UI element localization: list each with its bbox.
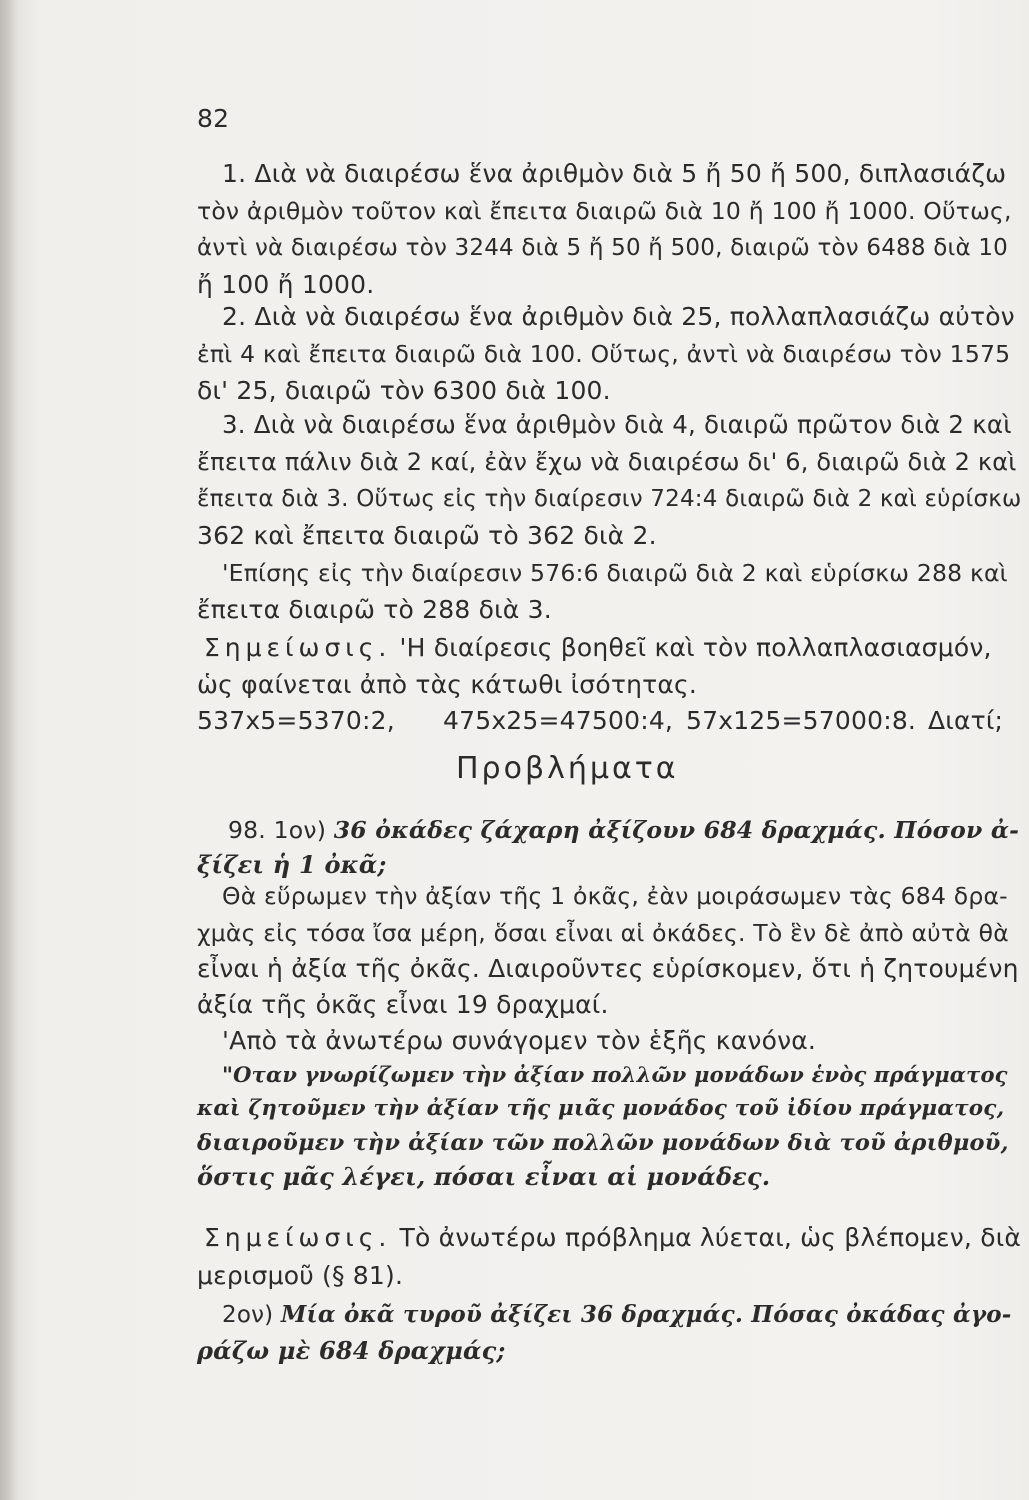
rule-line2: καὶ ζητοῦμεν τὴν ἀξίαν τῆς μιᾶς μονάδος τοῦ ἰδίου πράγματος, [197, 1096, 1005, 1121]
problem-2-question: Μία ὀκᾶ τυροῦ ἀξίζει 36 δραχμάς. Πόσας ὀκάδας ἀγο- [280, 1301, 1012, 1328]
binding-shadow [0, 0, 18, 1500]
problem-98-body-1: Θὰ εὕρωμεν τὴν ἀξίαν τῆς 1 ὀκᾶς, ἐὰν μοιράσωμεν τὰς 684 δρα- [222, 882, 1008, 910]
para3-line2: ἔπειτα πάλιν διὰ 2 καί, ἐὰν ἔχω νὰ διαιρέσω δι' 6, διαιρῶ διὰ 2 καὶ [197, 448, 1017, 476]
para2-line2: ἐπὶ 4 καὶ ἔπειτα διαιρῶ διὰ 100. Οὕτως, ἀντὶ νὰ διαιρέσω τὸν 1575 [197, 340, 1011, 368]
para1-line2: τὸν ἀριθμὸν τοῦτον καὶ ἔπειτα διαιρῶ διὰ 10 ἤ 100 ἤ 1000. Οὕτως, [197, 197, 1012, 225]
problem-2-number: 2ον) [222, 1302, 274, 1328]
problem-98-number: 98. 1ον) [228, 816, 327, 844]
problem-2-line2: ράζω μὲ 684 δραχμάς; [197, 1336, 506, 1365]
problem-98-body-3: εἶναι ἡ ἀξία τῆς ὀκᾶς. Διαιροῦντες εὑρίσκομεν, ὅτι ἡ ζητουμένη [197, 954, 1019, 983]
note2-label: Σημείωσις. [204, 1223, 392, 1252]
note-text: 'Η διαίρεσις βοηθεῖ καὶ τὸν πολλαπλασιασμόν, [399, 633, 992, 662]
note-line2: ὡς φαίνεται ἀπὸ τὰς κάτωθι ἰσότητας. [197, 670, 698, 699]
para2-line1: 2. Διὰ νὰ διαιρέσω ἕνα ἀριθμὸν διὰ 25, πολλαπλασιάζω αὐτὸν [222, 302, 1015, 331]
problem-98-body-4: ἀξία τῆς ὀκᾶς εἶναι 19 δραχμαί. [197, 990, 609, 1019]
equation-1: 537x5=5370:2, [197, 706, 395, 735]
note-label: Σημείωσις. [204, 633, 392, 662]
para3-line3: ἔπειτα διὰ 3. Οὕτως εἰς τὴν διαίρεσιν 724:4 διαιρῶ διὰ 2 καὶ εὑρίσκω [197, 486, 1022, 512]
rule-line4: ὅστις μᾶς λέγει, πόσαι εἶναι αἱ μονάδες. [197, 1162, 771, 1191]
page-number: 82 [197, 104, 230, 133]
para4-line2: ἔπειτα διαιρῶ τὸ 288 διὰ 3. [197, 595, 552, 624]
rule-line1: "Οταν γνωρίζωμεν τὴν ἀξίαν πολλῶν μονάδων ἑνὸς πράγματος [222, 1062, 1008, 1087]
problem-98-lead: 'Απὸ τὰ ἀνωτέρω συνάγομεν τὸν ἑξῆς κανόνα. [222, 1026, 817, 1055]
note-line1 [204, 633, 992, 663]
equation-question: Διατί; [928, 706, 1004, 735]
problem-2-line1 [222, 1300, 1012, 1330]
para1-line1: 1. Διὰ νὰ διαιρέσω ἕνα ἀριθμὸν διὰ 5 ἤ 50 ἤ 500, διπλασιάζω [222, 159, 1007, 188]
problem-98-line2: ξίζει ἡ 1 ὀκᾶ; [197, 850, 387, 879]
para1-line3: ἀντὶ νὰ διαιρέσω τὸν 3244 διὰ 5 ἤ 50 ἤ 500, διαιρῶ τὸν 6488 διὰ 10 [197, 235, 1009, 261]
problem-98-question: 36 ὀκάδες ζάχαρη ἀξίζουν 684 δραχμάς. Πόσον ἀ- [333, 816, 1020, 844]
para1-line4: ἤ 100 ἤ 1000. [197, 270, 375, 299]
para3-line1: 3. Διὰ νὰ διαιρέσω ἕνα ἀριθμὸν διὰ 4, διαιρῶ πρῶτον διὰ 2 καὶ [222, 410, 1012, 439]
problem-98-body-2: χμὰς εἰς τόσα ἴσα μέρη, ὅσαι εἶναι αἱ ὀκάδες. Τὸ ἓν δὲ ἀπὸ αὐτὰ θὰ [197, 919, 1009, 947]
problem-98-line1 [228, 815, 1019, 845]
section-heading: Προβλήματα [456, 751, 679, 786]
note2-text: Τὸ ἀνωτέρω πρόβλημα λύεται, ὡς βλέπομεν, διὰ [399, 1223, 1022, 1252]
equation-2: 475x25=47500:4, [443, 706, 674, 735]
para2-line3: δι' 25, διαιρῶ τὸν 6300 διὰ 100. [197, 376, 611, 405]
equation-3: 57x125=57000:8. [686, 706, 917, 735]
para3-line4: 362 καὶ ἔπειτα διαιρῶ τὸ 362 διὰ 2. [197, 521, 657, 550]
note2-line1 [204, 1223, 1021, 1253]
note2-line2: μερισμοῦ (§ 81). [197, 1261, 404, 1290]
para4-line1: 'Επίσης εἰς τὴν διαίρεσιν 576:6 διαιρῶ διὰ 2 καὶ εὑρίσκω 288 καὶ [222, 559, 1008, 587]
rule-line3: διαιροῦμεν τὴν ἀξίαν τῶν πολλῶν μονάδων διὰ τοῦ ἀριθμοῦ, [197, 1130, 1009, 1156]
